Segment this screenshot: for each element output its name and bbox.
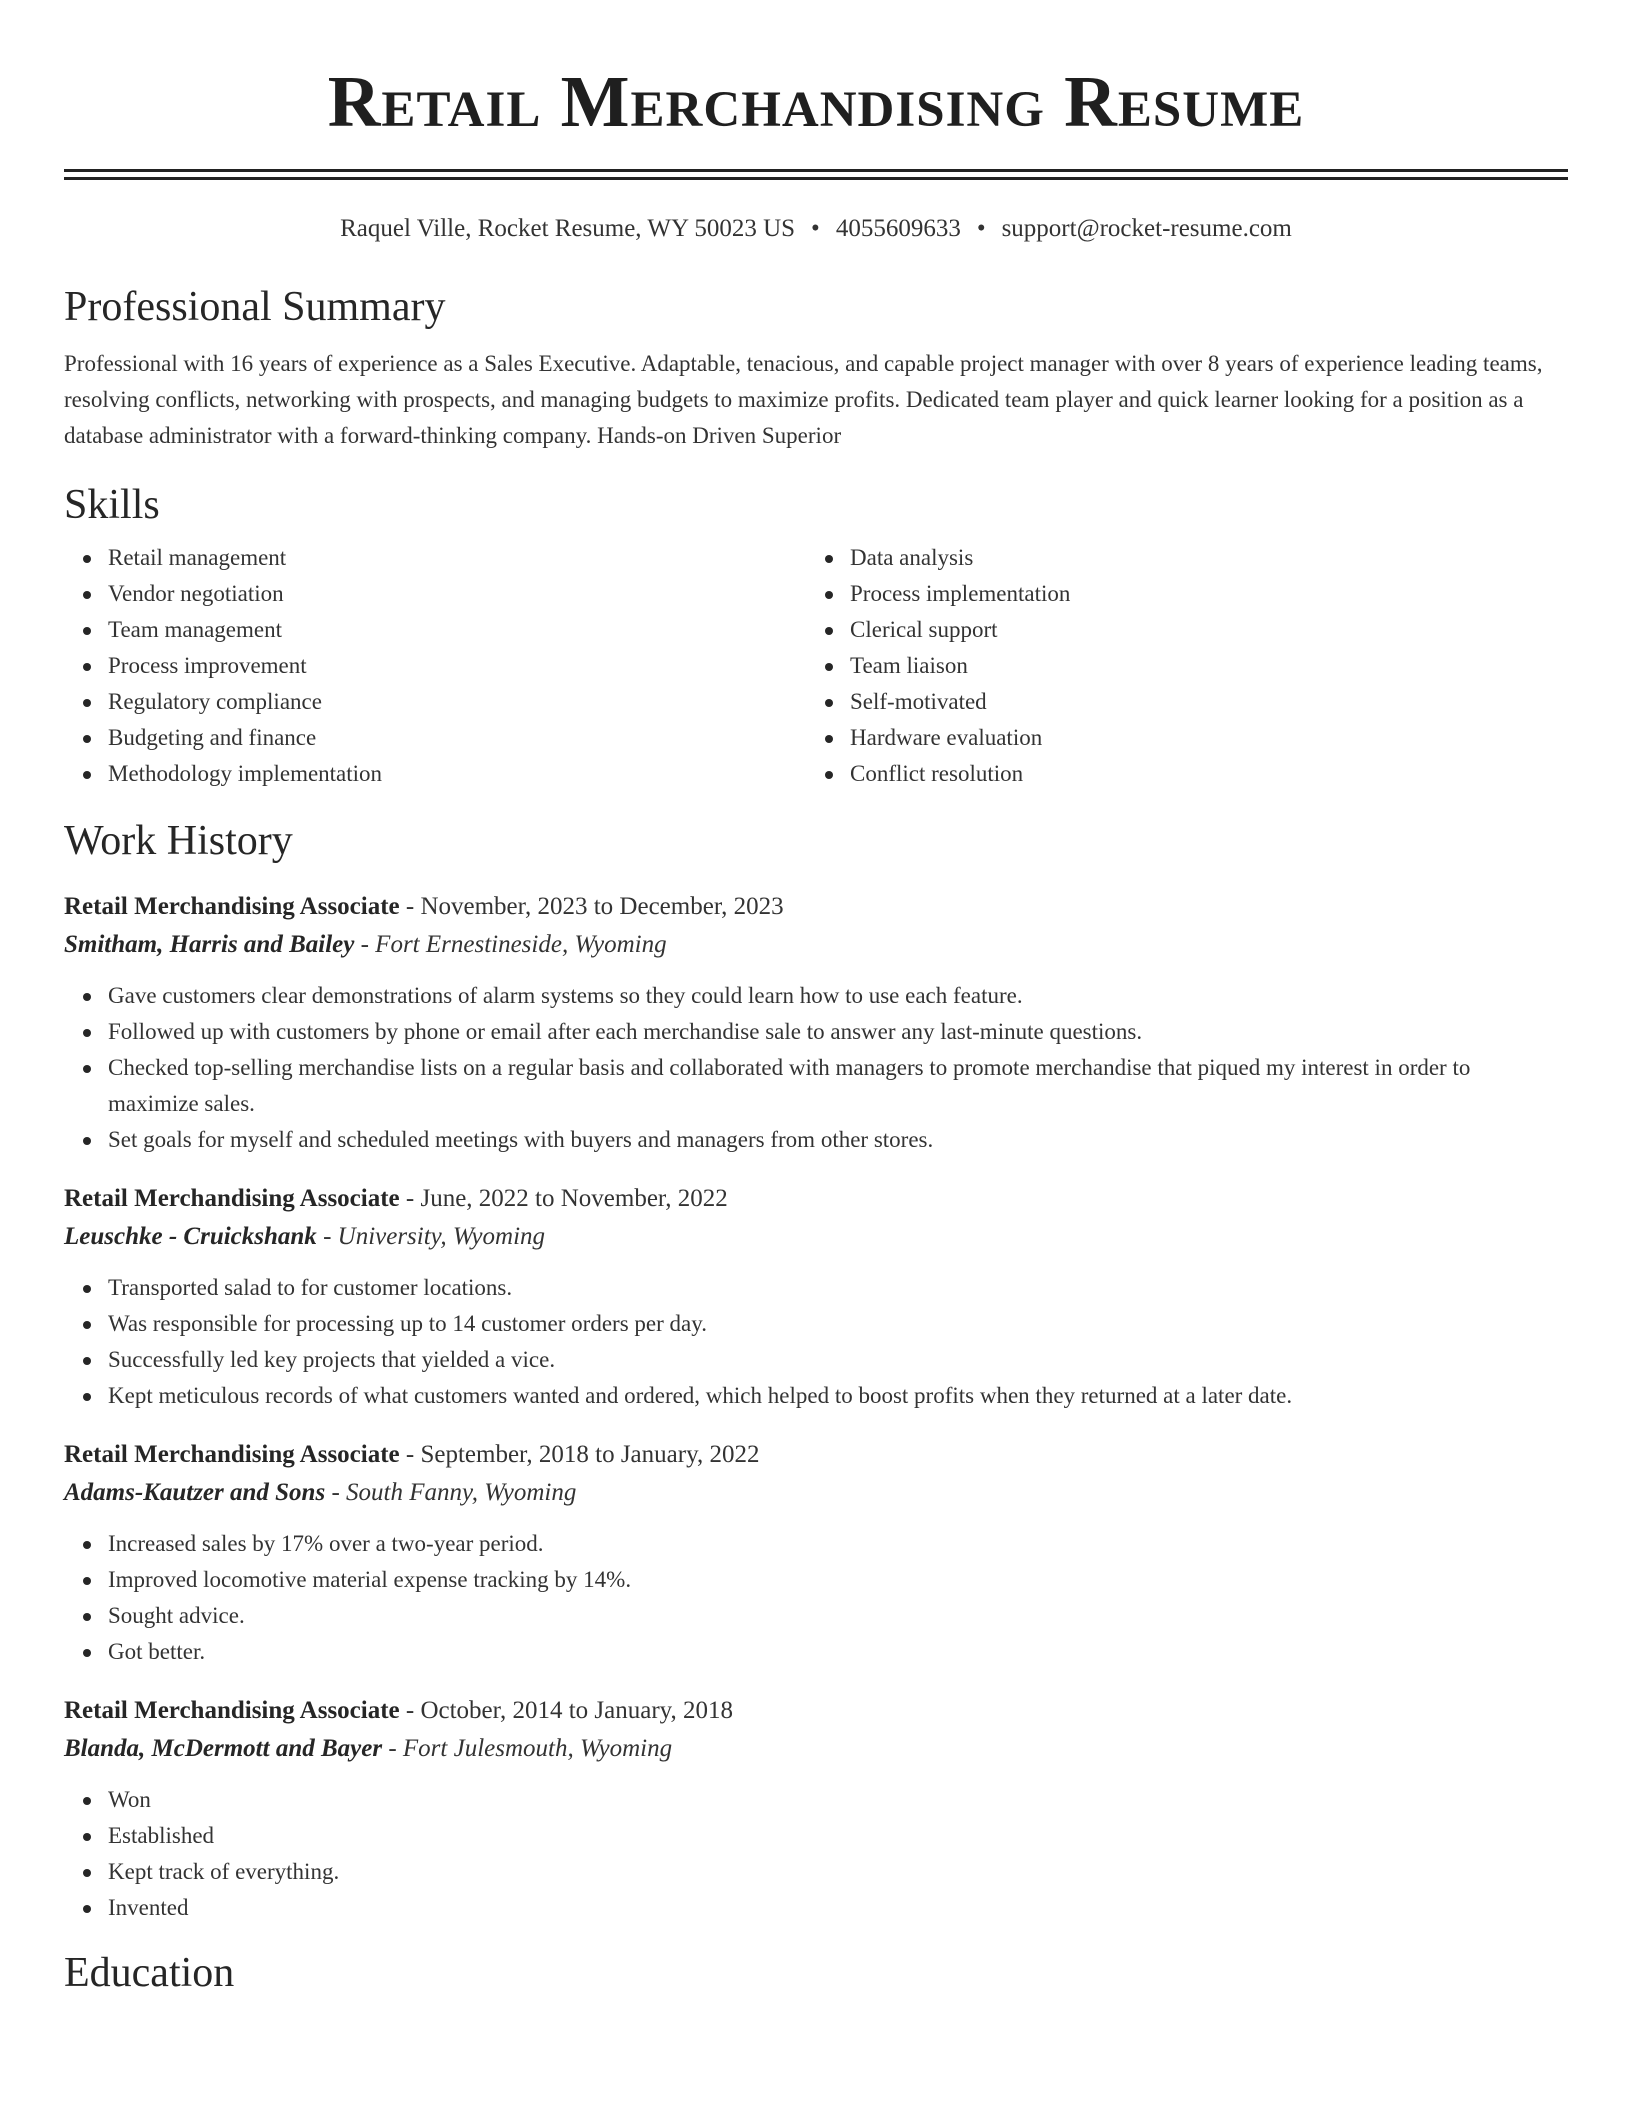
job-entry [64,888,1568,1158]
skill-item: Methodology implementation [108,756,806,792]
skill-item: Regulatory compliance [108,684,806,720]
job-duty-item: Got better. [108,1634,1568,1670]
job-duties [64,1270,1568,1414]
contact-phone: 4055609633 [835,215,961,242]
job-duty-item: Sought advice. [108,1598,1568,1634]
job-dates: - November, 2023 to December, 2023 [399,893,784,920]
job-duty-item: Checked top-selling merchandise lists on a regular basis and collaborated with managers to promote merchandise that piqued my interest in order to maximize sales. [108,1050,1568,1122]
contact-separator: • [811,215,820,242]
job-duties [64,1526,1568,1670]
skills-columns [64,540,1568,792]
job-duty-item: Kept track of everything. [108,1854,1568,1890]
skill-item: Retail management [108,540,806,576]
job-duty-item: Gave customers clear demonstrations of alarm systems so they could learn how to use each feature. [108,978,1568,1014]
summary-text: Professional with 16 years of experience as a Sales Executive. Adaptable, tenacious, and capable project manager with over 8 years of experience leading teams, resolving conflicts, networking with prospects, and managing budgets to maximize profits. Dedicated team player and quick learner looking for a position as a database administrator with a forward-thinking company. Hands-on Driven Superior [64,351,1543,448]
job-duty-item: Followed up with customers by phone or email after each merchandise sale to answer any last-minute questions. [108,1014,1568,1050]
job-title-line [64,888,1568,926]
job-entry [64,1436,1568,1670]
job-company: Blanda, McDermott and Bayer [64,1735,383,1762]
job-dates: - September, 2018 to January, 2022 [399,1441,760,1468]
skill-item: Process implementation [850,576,1568,612]
job-title: Retail Merchandising Associate [64,893,400,920]
job-entry [64,1692,1568,1926]
job-duty-item: Established [108,1818,1568,1854]
contact-address: Raquel Ville, Rocket Resume, WY 50023 US [340,215,796,242]
job-location: - Fort Julesmouth, Wyoming [382,1735,673,1762]
job-dates: - June, 2022 to November, 2022 [399,1185,728,1212]
job-company-line [64,1730,1568,1768]
job-location: - Fort Ernestineside, Wyoming [354,931,667,958]
job-dates: - October, 2014 to January, 2018 [399,1697,734,1724]
job-duties [64,1782,1568,1926]
contact-separator: • [976,215,986,242]
job-company: Smitham, Harris and Bailey [64,931,355,958]
education-heading: Education [64,1950,235,1996]
summary-heading: Professional Summary [64,284,446,330]
skill-item: Self-motivated [850,684,1568,720]
title-divider-thin [64,177,1568,180]
job-company-line [64,1218,1568,1256]
job-duty-item: Invented [108,1890,1568,1926]
title-divider-thick [64,169,1568,172]
job-duty-item: Successfully led key projects that yielded a vice. [108,1342,1568,1378]
contact-email: support@rocket-resume.com [1001,215,1292,242]
skill-item: Vendor negotiation [108,576,806,612]
job-duty-item: Transported salad to for customer locations. [108,1270,1568,1306]
skills-list-left [64,540,806,792]
job-title: Retail Merchandising Associate [64,1185,400,1212]
skills-heading: Skills [64,482,160,528]
contact-line [64,214,1568,244]
skill-item: Data analysis [850,540,1568,576]
job-title-line [64,1692,1568,1730]
work-history-heading: Work History [64,818,293,864]
skill-item: Team management [108,612,806,648]
job-duty-item: Increased sales by 17% over a two-year period. [108,1526,1568,1562]
job-company-line [64,1474,1568,1512]
job-title-line [64,1180,1568,1218]
job-duty-item: Improved locomotive material expense tracking by 14%. [108,1562,1568,1598]
resume-page [64,0,1568,1998]
skill-item: Conflict resolution [850,756,1568,792]
job-duty-item: Was responsible for processing up to 14 customer orders per day. [108,1306,1568,1342]
job-title-line [64,1436,1568,1474]
job-title: Retail Merchandising Associate [64,1697,400,1724]
skill-item: Team liaison [850,648,1568,684]
job-duties [64,978,1568,1158]
skills-list-right [806,540,1568,792]
skill-item: Budgeting and finance [108,720,806,756]
job-location: - South Fanny, Wyoming [325,1479,577,1506]
skill-item: Clerical support [850,612,1568,648]
job-company: Leuschke - Cruickshank [64,1223,317,1250]
job-duty-item: Kept meticulous records of what customers wanted and ordered, which helped to boost profits when they returned at a later date. [108,1378,1568,1414]
job-company: Adams-Kautzer and Sons [64,1479,326,1506]
job-duty-item: Set goals for myself and scheduled meetings with buyers and managers from other stores. [108,1122,1568,1158]
job-location: - University, Wyoming [316,1223,546,1250]
job-duty-item: Won [108,1782,1568,1818]
skill-item: Hardware evaluation [850,720,1568,756]
job-company-line [64,926,1568,964]
job-entry [64,1180,1568,1414]
job-title: Retail Merchandising Associate [64,1441,400,1468]
skill-item: Process improvement [108,648,806,684]
resume-title: Retail Merchandising Resume [327,61,1305,142]
